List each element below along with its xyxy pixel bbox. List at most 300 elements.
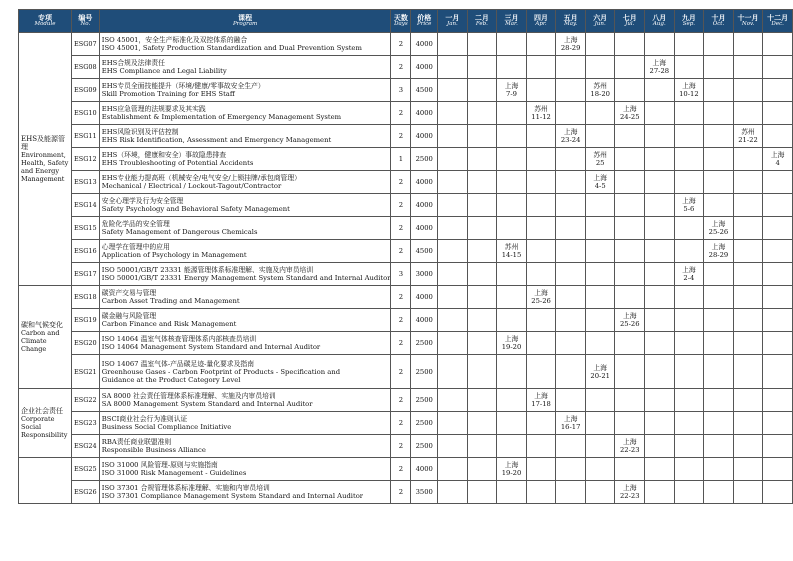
session-city: 上海 (504, 461, 519, 469)
month-cell (467, 389, 497, 412)
month-cell (704, 217, 734, 240)
program-title-zh: ISO 14064 温室气体核查管理体系内部核查员培训 (101, 335, 257, 343)
month-cell (556, 125, 586, 148)
course-price: 2500 (411, 412, 438, 435)
course-code: ESG11 (71, 125, 99, 148)
month-cell (438, 309, 468, 332)
month-cell (556, 79, 586, 102)
session-dates: 10-12 (679, 90, 699, 98)
month-cell (526, 435, 556, 458)
course-schedule (18, 9, 793, 504)
table-row (19, 412, 793, 435)
month-cell (645, 458, 675, 481)
program-title-en: Carbon Finance and Risk Management (101, 320, 237, 328)
table-row (19, 217, 793, 240)
header-month: 十月 Oct. (704, 10, 734, 33)
month-cell (645, 263, 675, 286)
month-cell (497, 125, 527, 148)
month-cell (763, 355, 793, 389)
month-cell (733, 263, 763, 286)
month-cell (645, 56, 675, 79)
month-cell (585, 332, 615, 355)
month-cell (585, 125, 615, 148)
header-month: 七月 Jul. (615, 10, 645, 33)
month-cell (526, 33, 556, 56)
session-dates: 20-21 (590, 371, 610, 380)
month-cell (467, 309, 497, 332)
month-cell (615, 286, 645, 309)
session-city: 上海 (534, 392, 548, 400)
session-dates: 7-9 (506, 90, 517, 98)
month-cell (526, 412, 556, 435)
month-cell (704, 194, 734, 217)
month-cell (497, 435, 527, 458)
month-cell (467, 412, 497, 435)
month-cell (615, 389, 645, 412)
session-city: 上海 (534, 289, 548, 297)
course-price: 2500 (411, 435, 438, 458)
month-cell (497, 412, 527, 435)
month-cell (467, 148, 497, 171)
course-program (99, 125, 391, 148)
month-cell (704, 263, 734, 286)
month-cell (585, 217, 615, 240)
month-cell (467, 355, 497, 389)
month-cell (645, 125, 675, 148)
month-cell (615, 125, 645, 148)
program-title-en: Greenhouse Gases - Carbon Footprint of Products - Specification and (101, 367, 341, 376)
month-cell (733, 389, 763, 412)
month-cell (438, 263, 468, 286)
session-city: 上海 (563, 128, 578, 136)
table-row (19, 355, 793, 389)
program-title-en: Carbon Asset Trading and Management (101, 297, 240, 305)
course-program (99, 309, 391, 332)
session-dates: 11-12 (531, 113, 551, 121)
month-cell (763, 171, 793, 194)
course-program (99, 217, 391, 240)
course-days: 2 (391, 389, 411, 412)
month-cell (526, 458, 556, 481)
header-month: 六月 Jun. (585, 10, 615, 33)
session-dates: 5-6 (683, 205, 695, 213)
course-program (99, 286, 391, 309)
month-cell (704, 309, 734, 332)
month-cell (704, 148, 734, 171)
course-code: ESG08 (71, 56, 99, 79)
program-title-en: EHS Compliance and Legal Liability (101, 67, 227, 75)
month-cell (674, 355, 704, 389)
course-program (99, 481, 391, 504)
program-title-en: Skill Promotion Training for EHS Staff (101, 90, 235, 98)
month-cell (733, 355, 763, 389)
course-program (99, 56, 391, 79)
month-cell (556, 332, 586, 355)
program-title-en: SA 8000 Management System Standard and Internal Auditor (101, 400, 313, 408)
course-days: 2 (391, 458, 411, 481)
month-cell (615, 458, 645, 481)
header-month: 十一月 Nov. (733, 10, 763, 33)
course-program (99, 194, 391, 217)
program-title-zh: ISO 50001/GB/T 23331 能源管理体系标准理解、实施及内审员培训 (101, 266, 314, 274)
program-title-zh: 危险化学品的安全管理 (101, 220, 170, 228)
course-code: ESG17 (71, 263, 99, 286)
session-dates: 17-18 (531, 400, 551, 408)
month-cell (645, 355, 675, 389)
month-cell (733, 286, 763, 309)
program-title-zh: 心理学在管理中的应用 (101, 243, 170, 251)
course-days: 2 (391, 217, 411, 240)
month-cell (526, 332, 556, 355)
month-cell (497, 263, 527, 286)
program-title-en: Mechanical / Electrical / Lockout-Tagout/Contractor (101, 182, 282, 190)
month-cell (704, 389, 734, 412)
month-cell (556, 389, 586, 412)
table-row (19, 171, 793, 194)
course-days: 2 (391, 171, 411, 194)
month-cell (733, 217, 763, 240)
month-cell (585, 33, 615, 56)
course-price: 2500 (411, 332, 438, 355)
month-cell (556, 412, 586, 435)
program-title-zh: 碳金融与风险管理 (101, 312, 157, 320)
course-price: 3500 (411, 481, 438, 504)
month-cell (467, 286, 497, 309)
course-price: 4000 (411, 102, 438, 125)
month-cell (763, 194, 793, 217)
month-cell (497, 458, 527, 481)
month-cell (438, 412, 468, 435)
month-cell (497, 33, 527, 56)
table-row (19, 309, 793, 332)
month-cell (763, 389, 793, 412)
session-city: 苏州 (534, 105, 548, 113)
module-name-zh: 企业社会责任 (21, 407, 63, 415)
month-cell (674, 332, 704, 355)
program-title-zh: ISO 31000 风险管理-原则与实施指南 (101, 461, 218, 469)
month-cell (704, 355, 734, 389)
month-cell (556, 263, 586, 286)
program-title-en: Business Social Compliance Initiative (101, 423, 232, 431)
month-cell (467, 263, 497, 286)
month-cell (438, 217, 468, 240)
month-cell (526, 56, 556, 79)
course-days: 2 (391, 286, 411, 309)
month-cell (674, 148, 704, 171)
course-days: 2 (391, 309, 411, 332)
month-cell (526, 481, 556, 504)
month-cell (438, 171, 468, 194)
month-cell (585, 148, 615, 171)
session-city: 上海 (563, 36, 578, 44)
table-row (19, 332, 793, 355)
month-cell (615, 309, 645, 332)
month-cell (704, 458, 734, 481)
month-cell (704, 481, 734, 504)
session-dates: 16-17 (560, 423, 581, 431)
month-cell (438, 435, 468, 458)
session-city: 上海 (622, 484, 637, 492)
course-code: ESG09 (71, 79, 99, 102)
month-cell (585, 481, 615, 504)
program-title-en: ISO 45001, Safety Production Standardization and Dual Prevention System (101, 44, 362, 52)
month-cell (674, 263, 704, 286)
month-cell (645, 435, 675, 458)
table-row (19, 102, 793, 125)
program-title-zh: 安全心理学及行为安全管理 (101, 197, 184, 205)
month-cell (438, 33, 468, 56)
course-program (99, 79, 391, 102)
module-name-en: Environment, Health, Safety and Energy Management (21, 151, 69, 183)
month-cell (763, 217, 793, 240)
month-cell (615, 355, 645, 389)
month-cell (704, 56, 734, 79)
program-title-zh: EHS风险识别及评估控制 (101, 128, 179, 136)
header-days: 天数 Days (391, 10, 411, 33)
month-cell (585, 355, 615, 389)
course-program (99, 102, 391, 125)
table-row (19, 33, 793, 56)
session-dates: 19-20 (501, 469, 522, 477)
month-cell (704, 33, 734, 56)
month-cell (526, 171, 556, 194)
month-cell (733, 171, 763, 194)
month-cell (704, 412, 734, 435)
course-days: 2 (391, 240, 411, 263)
month-cell (497, 389, 527, 412)
month-cell (674, 286, 704, 309)
month-cell (497, 332, 527, 355)
month-cell (467, 217, 497, 240)
month-cell (615, 481, 645, 504)
header-month: 八月 Aug. (645, 10, 675, 33)
month-cell (733, 332, 763, 355)
session-city: 上海 (770, 151, 785, 159)
month-cell (497, 481, 527, 504)
course-program (99, 240, 391, 263)
program-title-zh: 碳资产交易与管理 (101, 289, 157, 297)
header-program: 课程 Program (99, 10, 391, 33)
month-cell (615, 412, 645, 435)
month-cell (438, 125, 468, 148)
month-cell (674, 171, 704, 194)
month-cell (526, 194, 556, 217)
course-price: 4500 (411, 240, 438, 263)
course-program (99, 458, 391, 481)
session-city: 上海 (652, 59, 667, 67)
month-cell (556, 286, 586, 309)
month-cell (645, 79, 675, 102)
header-month: 二月 Feb. (467, 10, 497, 33)
session-city: 苏州 (593, 82, 607, 90)
month-cell (585, 240, 615, 263)
session-city: 上海 (682, 82, 696, 90)
month-cell (526, 125, 556, 148)
month-cell (674, 33, 704, 56)
header-month: 一月 Jan. (438, 10, 468, 33)
month-cell (585, 194, 615, 217)
course-code: ESG20 (71, 332, 99, 355)
month-cell (763, 412, 793, 435)
month-cell (704, 332, 734, 355)
month-cell (467, 79, 497, 102)
program-title-zh: EHS（环境，健康和安全）事故隐患排查 (101, 151, 227, 159)
month-cell (763, 332, 793, 355)
session-city: 上海 (563, 415, 578, 423)
course-price: 4000 (411, 309, 438, 332)
month-cell (467, 332, 497, 355)
session-city: 上海 (682, 197, 696, 205)
month-cell (497, 194, 527, 217)
session-dates: 18-20 (590, 90, 610, 98)
course-price: 2500 (411, 389, 438, 412)
course-price: 3000 (411, 263, 438, 286)
program-title-en: Safety Psychology and Behavioral Safety Management (101, 205, 290, 213)
month-cell (615, 332, 645, 355)
month-cell (704, 171, 734, 194)
session-dates: 22-23 (619, 492, 640, 500)
header-row (19, 10, 793, 33)
month-cell (467, 33, 497, 56)
month-cell (438, 148, 468, 171)
month-cell (556, 194, 586, 217)
month-cell (556, 481, 586, 504)
table-row (19, 389, 793, 412)
program-title-zh: ISO 37301 合规管理体系标准理解、实施和内审员培训 (101, 484, 270, 492)
session-dates: 24-25 (619, 113, 640, 121)
course-program (99, 332, 391, 355)
program-title-zh: ISO 14067 温室气体-产品碳足迹-量化要求及指南 (101, 359, 254, 368)
month-cell (733, 148, 763, 171)
month-cell (438, 332, 468, 355)
course-days: 2 (391, 194, 411, 217)
course-program (99, 148, 391, 171)
session-dates: 27-28 (649, 67, 670, 75)
course-code: ESG10 (71, 102, 99, 125)
month-cell (733, 125, 763, 148)
course-days: 2 (391, 332, 411, 355)
month-cell (763, 125, 793, 148)
month-cell (763, 79, 793, 102)
month-cell (556, 309, 586, 332)
header-month: 三月 Mar. (497, 10, 527, 33)
session-city: 上海 (622, 312, 637, 320)
month-cell (438, 240, 468, 263)
month-cell (615, 194, 645, 217)
course-price: 2500 (411, 355, 438, 389)
month-cell (733, 56, 763, 79)
month-cell (763, 148, 793, 171)
month-cell (733, 412, 763, 435)
course-price: 4000 (411, 33, 438, 56)
month-cell (526, 355, 556, 389)
course-days: 2 (391, 435, 411, 458)
course-code: ESG25 (71, 458, 99, 481)
month-cell (497, 79, 527, 102)
month-cell (615, 33, 645, 56)
program-title-en: EHS Risk Identification, Assessment and Emergency Management (101, 136, 332, 144)
session-dates: 21-22 (738, 136, 758, 144)
month-cell (556, 435, 586, 458)
program-title-zh: RBA责任商业联盟准则 (101, 438, 172, 446)
program-title-zh: EHS专业能力提高班（机械安全/电气安全/上锁挂牌/承包商管理） (101, 174, 301, 182)
header-module: 专项 Module (19, 10, 72, 33)
session-dates: 25-26 (531, 297, 551, 305)
program-title-zh: BSCI商业社会行为准则认证 (101, 415, 188, 423)
module-name-zh: EHS及能源管理 (21, 135, 66, 151)
month-cell (556, 56, 586, 79)
month-cell (438, 458, 468, 481)
table-row (19, 148, 793, 171)
session-dates: 25-26 (619, 320, 640, 328)
table-row (19, 240, 793, 263)
month-cell (585, 79, 615, 102)
month-cell (556, 217, 586, 240)
month-cell (585, 309, 615, 332)
month-cell (526, 217, 556, 240)
course-program (99, 355, 391, 389)
course-price: 4000 (411, 217, 438, 240)
session-city: 上海 (622, 105, 637, 113)
module-cell (19, 458, 72, 504)
month-cell (674, 458, 704, 481)
program-title-en: ISO 14064 Management System Standard and Internal Auditor (101, 343, 321, 351)
month-cell (497, 217, 527, 240)
session-city: 苏州 (504, 243, 519, 251)
month-cell (674, 309, 704, 332)
month-cell (674, 481, 704, 504)
month-cell (763, 458, 793, 481)
month-cell (585, 435, 615, 458)
month-cell (674, 56, 704, 79)
month-cell (733, 240, 763, 263)
month-cell (645, 332, 675, 355)
month-cell (526, 148, 556, 171)
session-dates: 25 (595, 159, 605, 167)
month-cell (467, 240, 497, 263)
module-name-en: Carbon and Climate Change (21, 329, 60, 353)
month-cell (763, 481, 793, 504)
month-cell (526, 309, 556, 332)
month-cell (467, 435, 497, 458)
course-price: 4000 (411, 286, 438, 309)
course-days: 2 (391, 33, 411, 56)
month-cell (615, 148, 645, 171)
header-month: 五月 May. (556, 10, 586, 33)
month-cell (438, 286, 468, 309)
header-month: 十二月 Dec. (763, 10, 793, 33)
course-code: ESG13 (71, 171, 99, 194)
month-cell (467, 56, 497, 79)
month-cell (556, 102, 586, 125)
month-cell (467, 458, 497, 481)
table-row (19, 194, 793, 217)
month-cell (615, 263, 645, 286)
month-cell (763, 33, 793, 56)
course-price: 2500 (411, 148, 438, 171)
module-cell (19, 389, 72, 458)
course-price: 4500 (411, 79, 438, 102)
table-row (19, 435, 793, 458)
module-name-zh: 碳和气候变化 (21, 321, 63, 329)
course-code: ESG19 (71, 309, 99, 332)
schedule-table (18, 9, 793, 504)
month-cell (438, 389, 468, 412)
month-cell (645, 286, 675, 309)
month-cell (674, 389, 704, 412)
month-cell (497, 355, 527, 389)
course-price: 4000 (411, 194, 438, 217)
